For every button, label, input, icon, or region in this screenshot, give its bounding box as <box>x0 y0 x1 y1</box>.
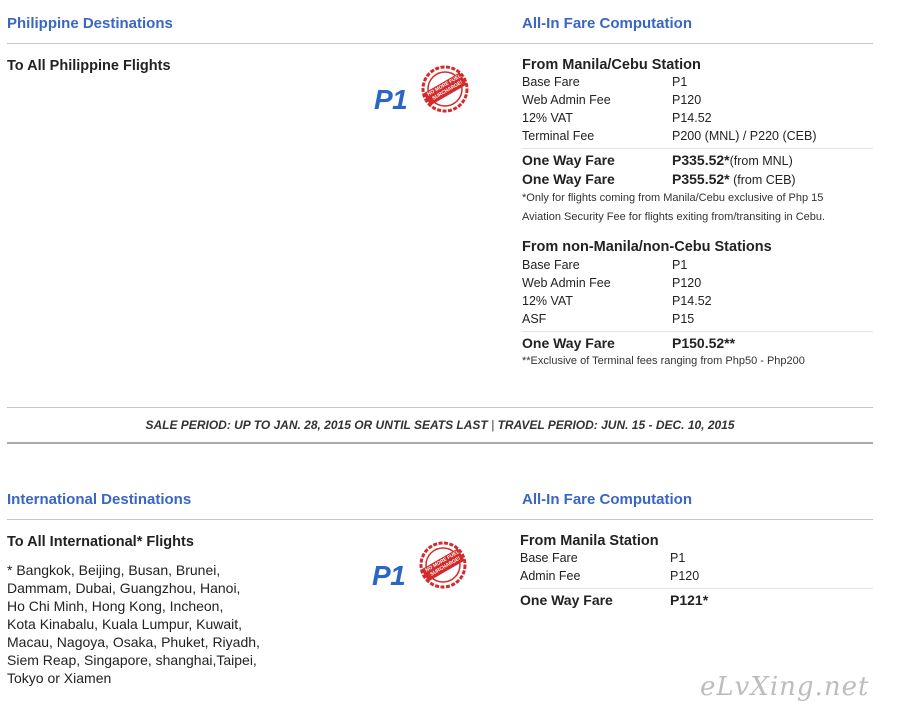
one-way-fare-value: P355.52* <box>672 171 730 187</box>
period-top-divider <box>7 407 873 408</box>
section2-price-badge: P1 <box>372 560 406 591</box>
fare-row-label: Base Fare <box>520 551 578 565</box>
watermark: eLvXing.net <box>700 672 870 702</box>
fare-row-value: P120 <box>672 93 702 107</box>
block1-divider <box>522 148 873 149</box>
intl-block-divider <box>520 588 873 589</box>
fare-row-label: Admin Fee <box>520 569 581 583</box>
fare-row-value: P120 <box>672 276 702 290</box>
fare-row-label: 12% VAT <box>522 294 573 308</box>
section1-right-header: All-In Fare Computation <box>522 15 692 32</box>
block1-title: From Manila/Cebu Station <box>522 57 701 73</box>
fare-row-value: P120 <box>670 569 700 583</box>
fare-row-label: Web Admin Fee <box>522 276 611 290</box>
section1-price-badge: P1 <box>374 84 408 115</box>
destinations-line: * Bangkok, Beijing, Busan, Brunei, <box>7 562 221 578</box>
section1-header-divider <box>7 43 873 44</box>
one-way-fare-label: One Way Fare <box>522 152 615 168</box>
one-way-fare-origin: (from CEB) <box>729 173 796 187</box>
travel-period: TRAVEL PERIOD: JUN. 15 - DEC. 10, 2015 <box>497 418 735 432</box>
destinations-line: Dammam, Dubai, Guangzhou, Hanoi, <box>7 580 241 596</box>
no-fuel-surcharge-stamp-icon <box>418 540 468 595</box>
destinations-line: Ho Chi Minh, Hong Kong, Incheon, <box>7 598 224 614</box>
fare-row-label: Base Fare <box>522 75 580 89</box>
period-separator: | <box>487 418 498 432</box>
section2-header-divider <box>7 519 873 520</box>
fare-row-value: P15 <box>672 312 695 326</box>
fare-row-value: P14.52 <box>672 294 712 308</box>
fare-row-value: P1 <box>670 551 686 565</box>
sale-period: SALE PERIOD: UP TO JAN. 28, 2015 OR UNTIL SEATS LAST <box>145 418 488 432</box>
destinations-line: Kota Kinabalu, Kuala Lumpur, Kuwait, <box>7 616 243 632</box>
destinations-line: Siem Reap, Singapore, shanghai,Taipei, <box>7 652 257 668</box>
block2-divider <box>522 331 873 332</box>
period-bottom-divider <box>7 442 873 444</box>
section1-route-title: To All Philippine Flights <box>7 58 171 74</box>
promo-period-banner <box>7 418 873 432</box>
stamp-text: NO MORE FUEL SURCHARGE! <box>426 73 464 102</box>
one-way-fare-label: One Way Fare <box>522 171 615 187</box>
no-fuel-surcharge-stamp-icon <box>420 64 470 119</box>
one-way-fare-origin: (from MNL) <box>729 154 793 168</box>
fare-row-label: ASF <box>522 312 547 326</box>
one-way-fare-value: P121* <box>670 592 709 608</box>
fare-row-label: Base Fare <box>522 258 580 272</box>
fare-row-value: P1 <box>672 258 688 272</box>
block2-title: From non-Manila/non-Cebu Stations <box>522 239 772 255</box>
block2-note: **Exclusive of Terminal fees ranging from Php50 - Php200 <box>522 355 805 367</box>
section2-right-header: All-In Fare Computation <box>522 491 692 508</box>
fare-row-label: Terminal Fee <box>522 129 595 143</box>
one-way-fare-label: One Way Fare <box>522 335 615 351</box>
fare-row-value: P1 <box>672 75 688 89</box>
fare-row-value: P200 (MNL) / P220 (CEB) <box>672 129 817 143</box>
section2-left-header: International Destinations <box>7 491 192 508</box>
one-way-fare-value: P150.52** <box>672 335 736 351</box>
block1-note-line2: Aviation Security Fee for flights exiting from/transiting in Cebu. <box>522 211 826 223</box>
one-way-fare-label: One Way Fare <box>520 592 613 608</box>
stamp-text: NO MORE FUEL SURCHARGE! <box>424 549 462 578</box>
fare-row-label: Web Admin Fee <box>522 93 611 107</box>
destinations-list <box>7 561 307 687</box>
block1-note-line1: *Only for flights coming from Manila/Cebu exclusive of Php 15 <box>522 192 824 204</box>
destinations-line: Tokyo or Xiamen <box>7 670 112 686</box>
destinations-line: Macau, Nagoya, Osaka, Phuket, Riyadh, <box>7 634 260 650</box>
section2-route-title: To All International* Flights <box>7 534 194 550</box>
one-way-fare-value: P335.52* <box>672 152 730 168</box>
intl-block-title: From Manila Station <box>520 533 659 549</box>
fare-row-value: P14.52 <box>672 111 712 125</box>
fare-row-label: 12% VAT <box>522 111 573 125</box>
section1-left-header: Philippine Destinations <box>7 15 173 32</box>
